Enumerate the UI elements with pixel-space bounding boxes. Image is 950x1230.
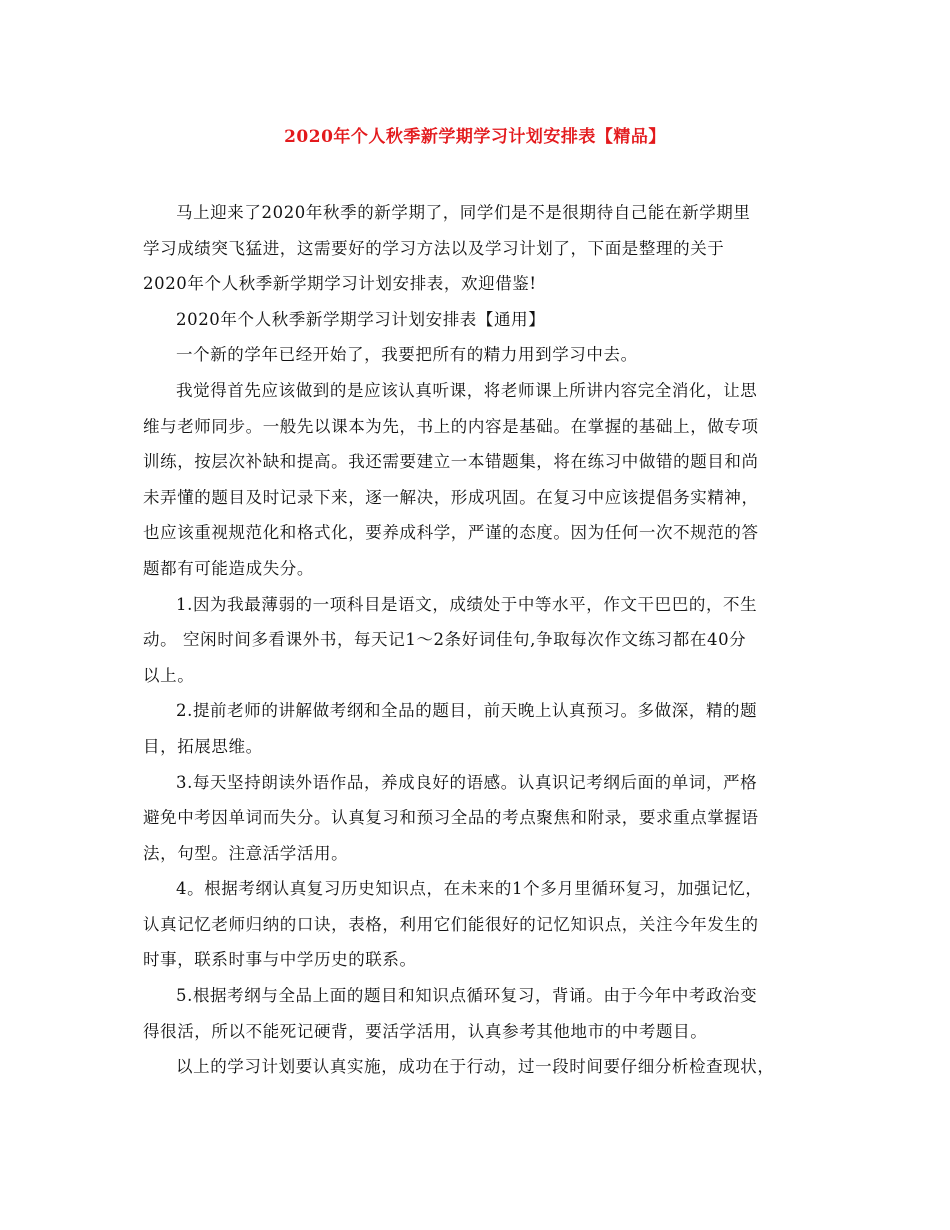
paragraph-line: 马上迎来了2020年秋季的新学期了，同学们是不是很期待自己能在新学期里 xyxy=(176,203,751,222)
list-item-line: 得很活，所以不能死记硬背，要活学活用，认真参考其他地市的中考题目。 xyxy=(143,1021,708,1041)
list-item-line: 认真记忆老师归纳的口诀，表格，利用它们能很好的记忆知识点，关注今年发生的 xyxy=(143,914,759,934)
list-item-line: 动。 空闲时间多看课外书，每天记1～2条好词佳句,争取每次作文练习都在40分 xyxy=(143,630,747,650)
list-item-line: 以上。 xyxy=(143,665,195,685)
paragraph-line: 一个新的学年已经开始了，我要把所有的精力用到学习中去。 xyxy=(176,345,638,365)
list-item-line: 5.根据考纲与全品上面的题目和知识点循环复习，背诵。由于今年中考政治变 xyxy=(176,986,758,1006)
list-item-line: 时事，联系时事与中学历史的联系。 xyxy=(143,950,417,970)
paragraph-line: 2020年个人秋季新学期学习计划安排表，欢迎借鉴! xyxy=(143,274,537,294)
list-item-line: 1.因为我最薄弱的一项科目是语文，成绩处于中等水平，作文干巴巴的，不生 xyxy=(176,594,758,614)
list-item-line: 4。根据考纲认真复习历史知识点，在未来的1个多月里循环复习，加强记忆， xyxy=(176,879,763,899)
list-item-line: 3.每天坚持朗读外语作品，养成良好的语感。认真识记考纲后面的单词，严格 xyxy=(176,772,758,792)
paragraph-line: 未弄懂的题目及时记录下来，逐一解决，形成巩固。在复习中应该提倡务实精神， xyxy=(143,487,759,507)
paragraph-line: 训练，按层次补缺和提高。我还需要建立一本错题集，将在练习中做错的题目和尚 xyxy=(143,452,759,472)
paragraph-line: 也应该重视规范化和格式化，要养成科学，严谨的态度。因为任何一次不规范的答 xyxy=(143,523,759,543)
paragraph-line: 学习成绩突飞猛进，这需要好的学习方法以及学习计划了，下面是整理的关于 xyxy=(143,238,725,258)
document-title: 2020年个人秋季新学期学习计划安排表【精品】 xyxy=(284,127,666,147)
list-item-line: 避免中考因单词而失分。认真复习和预习全品的考点聚焦和附录，要求重点掌握语 xyxy=(143,808,759,828)
list-item-line: 目，拓展思维。 xyxy=(143,736,263,756)
paragraph-line: 以上的学习计划要认真实施，成功在于行动，过一段时间要仔细分析检查现状， xyxy=(176,1057,775,1077)
list-item-line: 2.提前老师的讲解做考纲和全品的题目，前天晚上认真预习。多做深，精的题 xyxy=(176,701,758,721)
paragraph-line: 题都有可能造成失分。 xyxy=(143,558,314,578)
list-item-line: 法，句型。注意活学活用。 xyxy=(143,843,349,863)
paragraph-line: 我觉得首先应该做到的是应该认真听课，将老师课上所讲内容完全消化，让思 xyxy=(176,380,758,400)
document-body xyxy=(143,195,823,1085)
paragraph-line: 维与老师同步。一般先以课本为先，书上的内容是基础。在掌握的基础上，做专项 xyxy=(143,416,759,436)
section-heading: 2020年个人秋季新学期学习计划安排表【通用】 xyxy=(176,309,546,329)
